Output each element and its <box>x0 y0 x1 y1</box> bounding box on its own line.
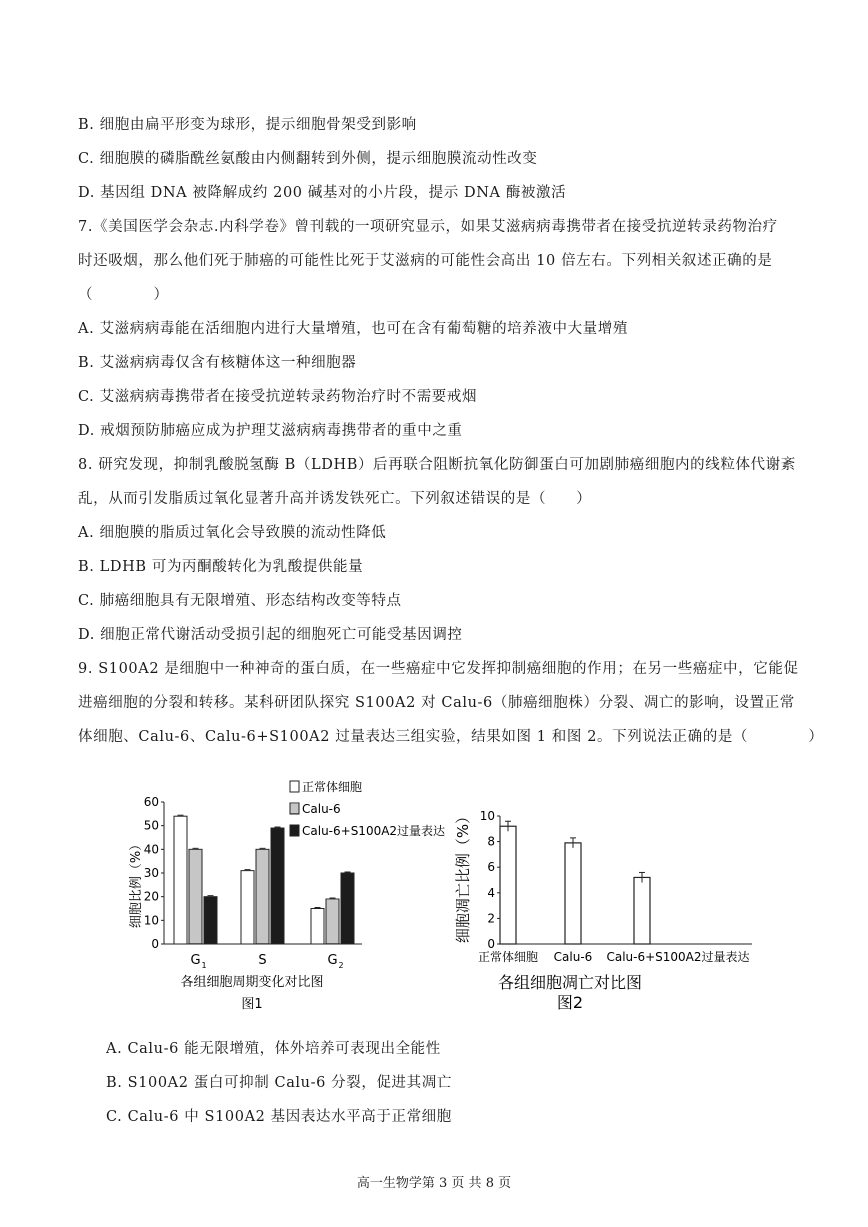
fig2-bar <box>500 826 516 944</box>
q8-stem-line-2: 乱，从而引发脂质过氧化显著升高并诱发铁死亡。下列叙述错误的是（ ） <box>78 491 592 507</box>
q7-option-d: D. 戒烟预防肺癌应成为护理艾滋病病毒携带者的重中之重 <box>78 423 463 439</box>
q6-option-d: D. 基因组 DNA 被降解成约 200 碱基对的小片段，提示 DNA 酶被激活 <box>78 185 567 201</box>
q9-stem-line-3: 体细胞、Calu-6、Calu-6+S100A2 过量表达三组实验，结果如图 1 和图 2。下列说法正确的是（ ） <box>78 729 824 745</box>
fig1-bar <box>311 909 324 945</box>
fig2-ylabel: 细胞凋亡比例（%） <box>454 808 472 944</box>
q9-option-a: A. Calu-6 能无限增殖，体外培养可表现出全能性 <box>106 1041 441 1057</box>
fig1-caption: 图1 <box>241 997 263 1012</box>
fig1-legend-label: Calu-6+S100A2过量表达 <box>302 824 446 838</box>
fig1-x-tick-subscript: 1 <box>201 961 207 970</box>
q7-option-a: A. 艾滋病病毒能在活细胞内进行大量增殖，也可在含有葡萄糖的培养液中大量增殖 <box>78 321 628 337</box>
q7-answer-bracket: （ ） <box>78 287 169 303</box>
fig1-y-tick-label: 30 <box>143 866 159 880</box>
fig2-x-tick-label: Calu-6+S100A2过量表达 <box>606 950 750 964</box>
q6-option-c: C. 细胞膜的磷脂酰丝氨酸由内侧翻转到外侧，提示细胞膜流动性改变 <box>78 151 538 167</box>
fig1-legend-swatch <box>290 803 299 814</box>
fig1-x-tick-label: G <box>327 953 338 968</box>
q7-stem-line-2: 时还吸烟，那么他们死于肺癌的可能性比死于艾滋病的可能性会高出 10 倍左右。下列相关叙述正确的是 <box>78 253 773 269</box>
fig2-bar <box>565 843 581 944</box>
q8-stem-line-1: 8. 研究发现，抑制乳酸脱氢酶 B（LDHB）后再联合阻断抗氧化防御蛋白可加剧肺癌细胞内的线粒体代谢紊 <box>78 457 796 473</box>
fig1-x-tick-label: G <box>190 953 201 968</box>
fig2-y-tick-label: 2 <box>487 911 495 926</box>
fig1-x-tick-subscript: 2 <box>338 961 344 970</box>
fig1-bar <box>256 849 269 944</box>
q8-option-b: B. LDHB 可为丙酮酸转化为乳酸提供能量 <box>78 559 364 575</box>
fig2-y-tick-label: 6 <box>487 860 495 875</box>
q9-option-c: C. Calu-6 中 S100A2 基因表达水平高于正常细胞 <box>106 1109 452 1125</box>
fig1-x-tick-label: S <box>258 953 267 968</box>
q9-stem-line-1: 9. S100A2 是细胞中一种神奇的蛋白质，在一些癌症中它发挥抑制癌细胞的作用；在另一些癌症中，它能促 <box>78 661 799 677</box>
q7-stem-line-1: 7.《美国医学会杂志.内科学卷》曾刊载的一项研究显示，如果艾滋病病毒携带者在接受抗逆转录药物治疗 <box>78 219 778 235</box>
fig1-bar <box>204 897 217 944</box>
fig2-x-tick-label: Calu-6 <box>553 950 593 964</box>
q7-option-c: C. 艾滋病病毒携带者在接受抗逆转录药物治疗时不需要戒烟 <box>78 389 478 405</box>
fig1-y-tick-label: 50 <box>143 818 159 833</box>
fig1-legend-swatch <box>290 825 299 836</box>
fig2-x-tick-label: 正常体细胞 <box>477 950 539 964</box>
fig1-bar <box>341 873 354 944</box>
fig1-y-tick-label: 10 <box>143 913 159 928</box>
fig2-y-tick-label: 10 <box>479 809 495 823</box>
fig1-bar <box>271 828 284 944</box>
fig1-bar <box>241 871 254 944</box>
fig1-y-tick-label: 0 <box>151 937 159 951</box>
fig1-title: 各组细胞周期变化对比图 <box>180 975 324 990</box>
q9-stem-line-2: 进癌细胞的分裂和转移。某科研团队探究 S100A2 对 Calu-6（肺癌细胞株）分裂、凋亡的影响，设置正常 <box>78 695 795 711</box>
fig1-legend-label: 正常体细胞 <box>302 780 363 794</box>
figure-2-apoptosis-chart <box>452 792 762 1022</box>
q7-option-b: B. 艾滋病病毒仅含有核糖体这一种细胞器 <box>78 355 357 371</box>
page-footer: 高一生物学第 3 页 共 8 页 <box>356 1176 512 1191</box>
fig2-y-tick-label: 8 <box>487 834 495 849</box>
fig2-y-tick-label: 4 <box>487 885 495 900</box>
fig2-title: 各组细胞凋亡对比图 <box>497 973 643 992</box>
fig2-caption: 图2 <box>556 993 584 1012</box>
fig1-bar <box>326 899 339 944</box>
fig1-bar <box>189 849 202 944</box>
fig1-y-tick-label: 60 <box>143 795 159 809</box>
figure-1-cell-cycle-chart <box>112 778 452 1018</box>
fig2-y-tick-label: 0 <box>487 937 495 951</box>
fig1-legend-swatch <box>290 781 299 792</box>
fig1-bar <box>174 816 187 944</box>
fig1-ylabel: 细胞比例（%） <box>129 837 144 929</box>
q8-option-c: C. 肺癌细胞具有无限增殖、形态结构改变等特点 <box>78 593 402 609</box>
fig1-legend-label: Calu-6 <box>302 802 341 816</box>
fig1-y-tick-label: 20 <box>143 889 159 904</box>
fig1-y-tick-label: 40 <box>143 842 159 857</box>
q8-option-d: D. 细胞正常代谢活动受损引起的细胞死亡可能受基因调控 <box>78 627 463 643</box>
fig2-bar <box>634 877 650 944</box>
q9-option-b: B. S100A2 蛋白可抑制 Calu-6 分裂，促进其凋亡 <box>106 1075 452 1091</box>
q6-option-b: B. 细胞由扁平形变为球形，提示细胞骨架受到影响 <box>78 117 417 133</box>
q8-option-a: A. 细胞膜的脂质过氧化会导致膜的流动性降低 <box>78 525 387 541</box>
